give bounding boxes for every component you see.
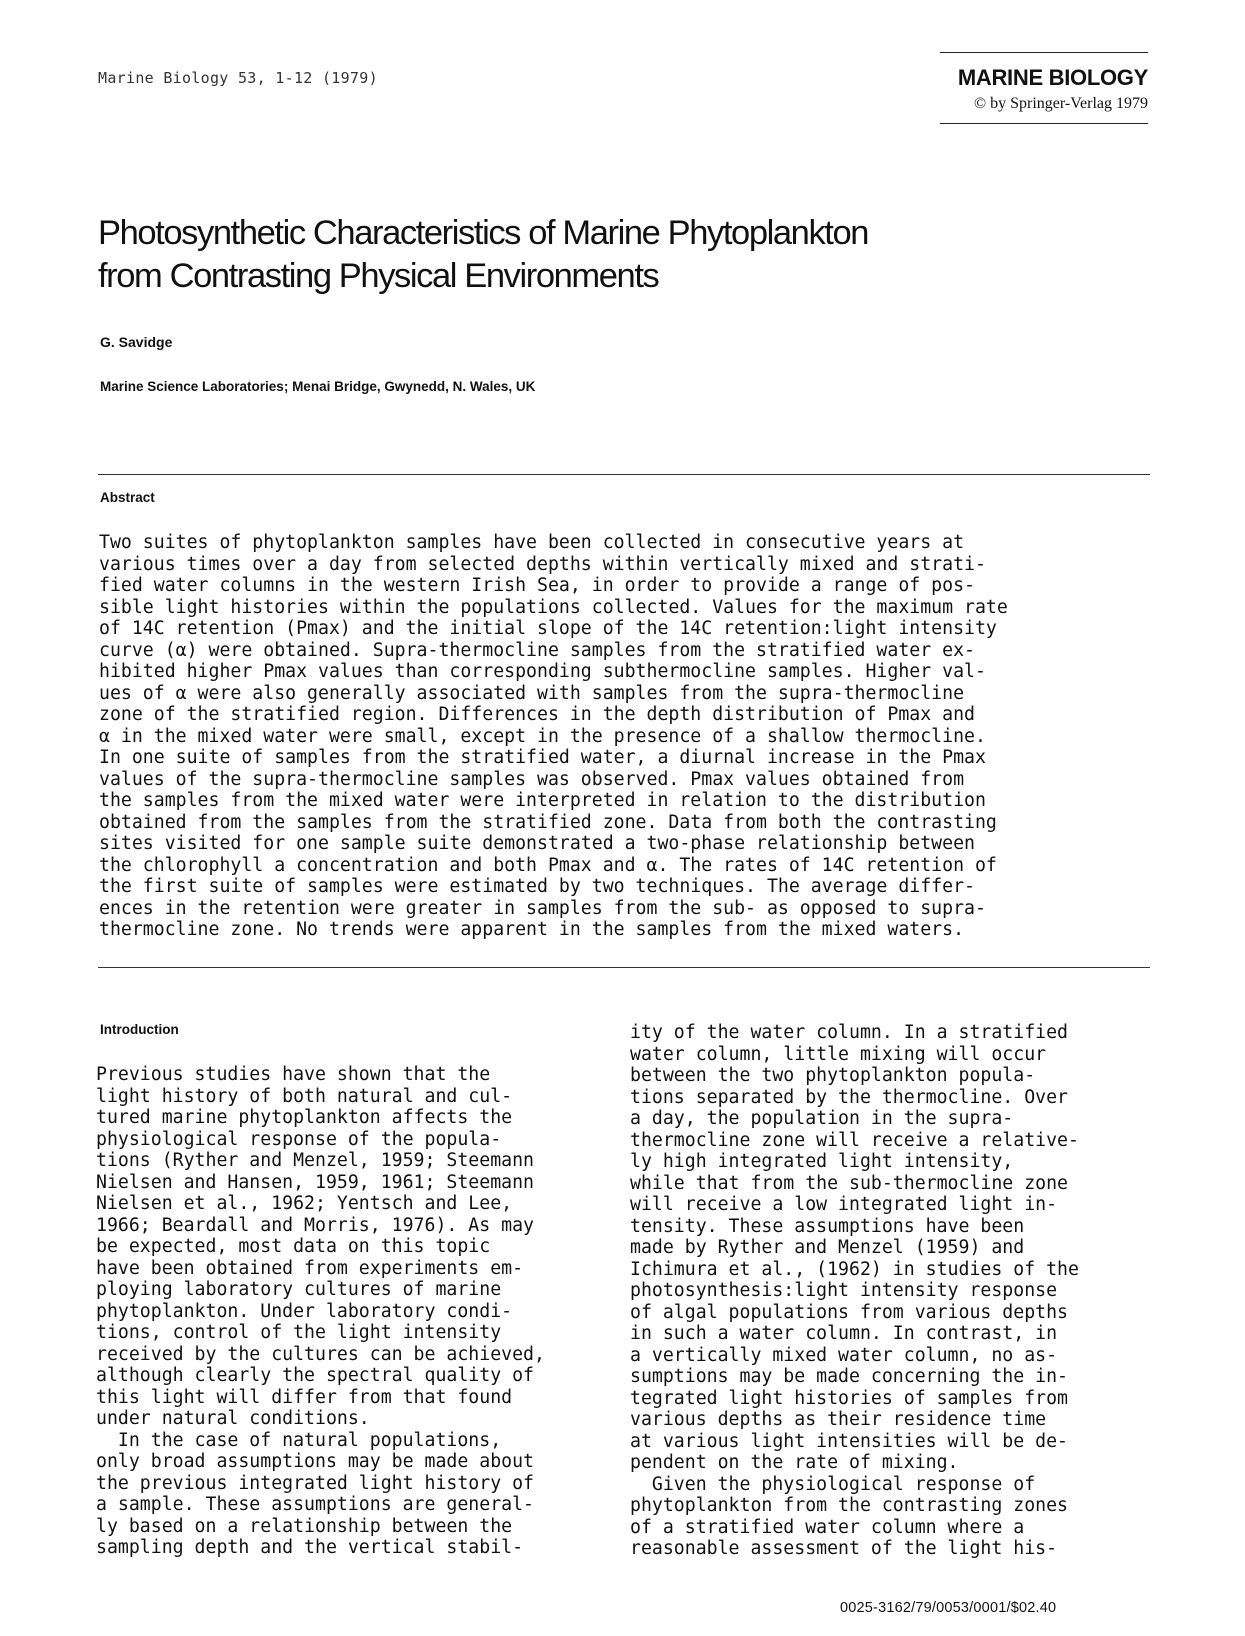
title-line-1: Photosynthetic Characteristics of Marine Phytoplankton — [98, 214, 869, 252]
running-head: Marine Biology 53, 1-12 (1979) — [98, 69, 378, 87]
author: G. Savidge — [100, 334, 173, 350]
journal-masthead — [940, 52, 1148, 124]
article-price-code: 0025-3162/79/0053/0001/$02.40 — [840, 1600, 1057, 1616]
journal-name: MARINE BIOLOGY — [957, 65, 1148, 90]
abstract-heading: Abstract — [100, 490, 155, 505]
abstract-bottom-rule — [98, 967, 1150, 968]
introduction-left-column: Previous studies have shown that the light history of both natural and cul- tured marine phytoplankton affects the physiological response of the popula- tions (Ryther and Menzel, 1959; Steemann Nielsen and Hansen, 1959, 1961; Steemann Nielsen et al., 1962; Yentsch and Lee, 1966; Beardall and Morris, 1976). As may be expected, most data on this topic have been obtained from experiments em- ploying laboratory cultures of marine phytoplankton. Under laboratory condi- tions, control of the light intensity received by the cultures can be achieved, although clearly the spectral quality of this light will differ from that found under natural conditions. In the case of natural populations, only broad assumptions may be made about the previous integrated light history of a sample. These assumptions are general- ly based on a relationship between the sampling depth and the vertical stabil- — [96, 1064, 545, 1558]
journal-copyright: © by Springer-Verlag 1979 — [973, 95, 1148, 112]
abstract-top-rule — [98, 474, 1150, 475]
abstract-text: Two suites of phytoplankton samples have been collected in consecutive years at various times over a day from selected depths within vertically mixed and strati- fied water columns in the western Irish Sea, in order to provide a range of pos- sible light histories within the populations collected. Values for the maximum rate of 14C retention (Pmax) and the initial slope of the 14C retention:light intensity curve (α) were obtained. Supra-thermocline samples from the stratified water ex- hibited higher Pmax values than corresponding subthermocline samples. Higher val- ues of α were also generally associated with samples from the supra-thermocline zone of the stratified region. Differences in the depth distribution of Pmax and α in the mixed water were small, except in the presence of a shallow thermocline. In one suite of samples from the stratified water, a diurnal increase in the Pmax values of the supra-thermocline samples was observed. Pmax values obtained from the samples from the mixed water were interpreted in relation to the distribution obtained from the samples from the stratified zone. Data from both the contrasting sites visited for one sample suite demonstrated a two-phase relationship between the chlorophyll a concentration and both Pmax and α. The rates of 14C retention of the first suite of samples were estimated by two techniques. The average differ- ences in the retention were greater in samples from the sub- as opposed to supra- thermocline zone. No trends were apparent in the samples from the mixed waters. — [99, 532, 1008, 940]
affiliation: Marine Science Laboratories; Menai Bridge, Gwynedd, N. Wales, UK — [100, 379, 536, 394]
masthead-bottom-rule — [940, 123, 1148, 124]
masthead-top-rule — [940, 52, 1148, 53]
introduction-right-column: ity of the water column. In a stratified water column, little mixing will occur between the two phytoplankton popula- tions separated by the thermocline. Over a day, the population in the supra- thermocline zone will receive a relative- ly high integrated light intensity, while that from the sub-thermocline zone will receive a low integrated light in- tensity. These assumptions have been made by Ryther and Menzel (1959) and Ichimura et al., (1962) in studies of the photosynthesis:light intensity response of algal populations from various depths in such a water column. In contrast, in a vertically mixed water column, no as- sumptions may be made concerning the in- tegrated light histories of samples from various depths as their residence time at various light intensities will be de- pendent on the rate of mixing. Given the physiological response of phytoplankton from the contrasting zones of a stratified water column where a reasonable assessment of the light his- — [630, 1022, 1079, 1559]
paper-title — [98, 212, 1058, 298]
introduction-heading: Introduction — [100, 1022, 179, 1037]
title-line-2: from Contrasting Physical Environments — [98, 257, 659, 295]
